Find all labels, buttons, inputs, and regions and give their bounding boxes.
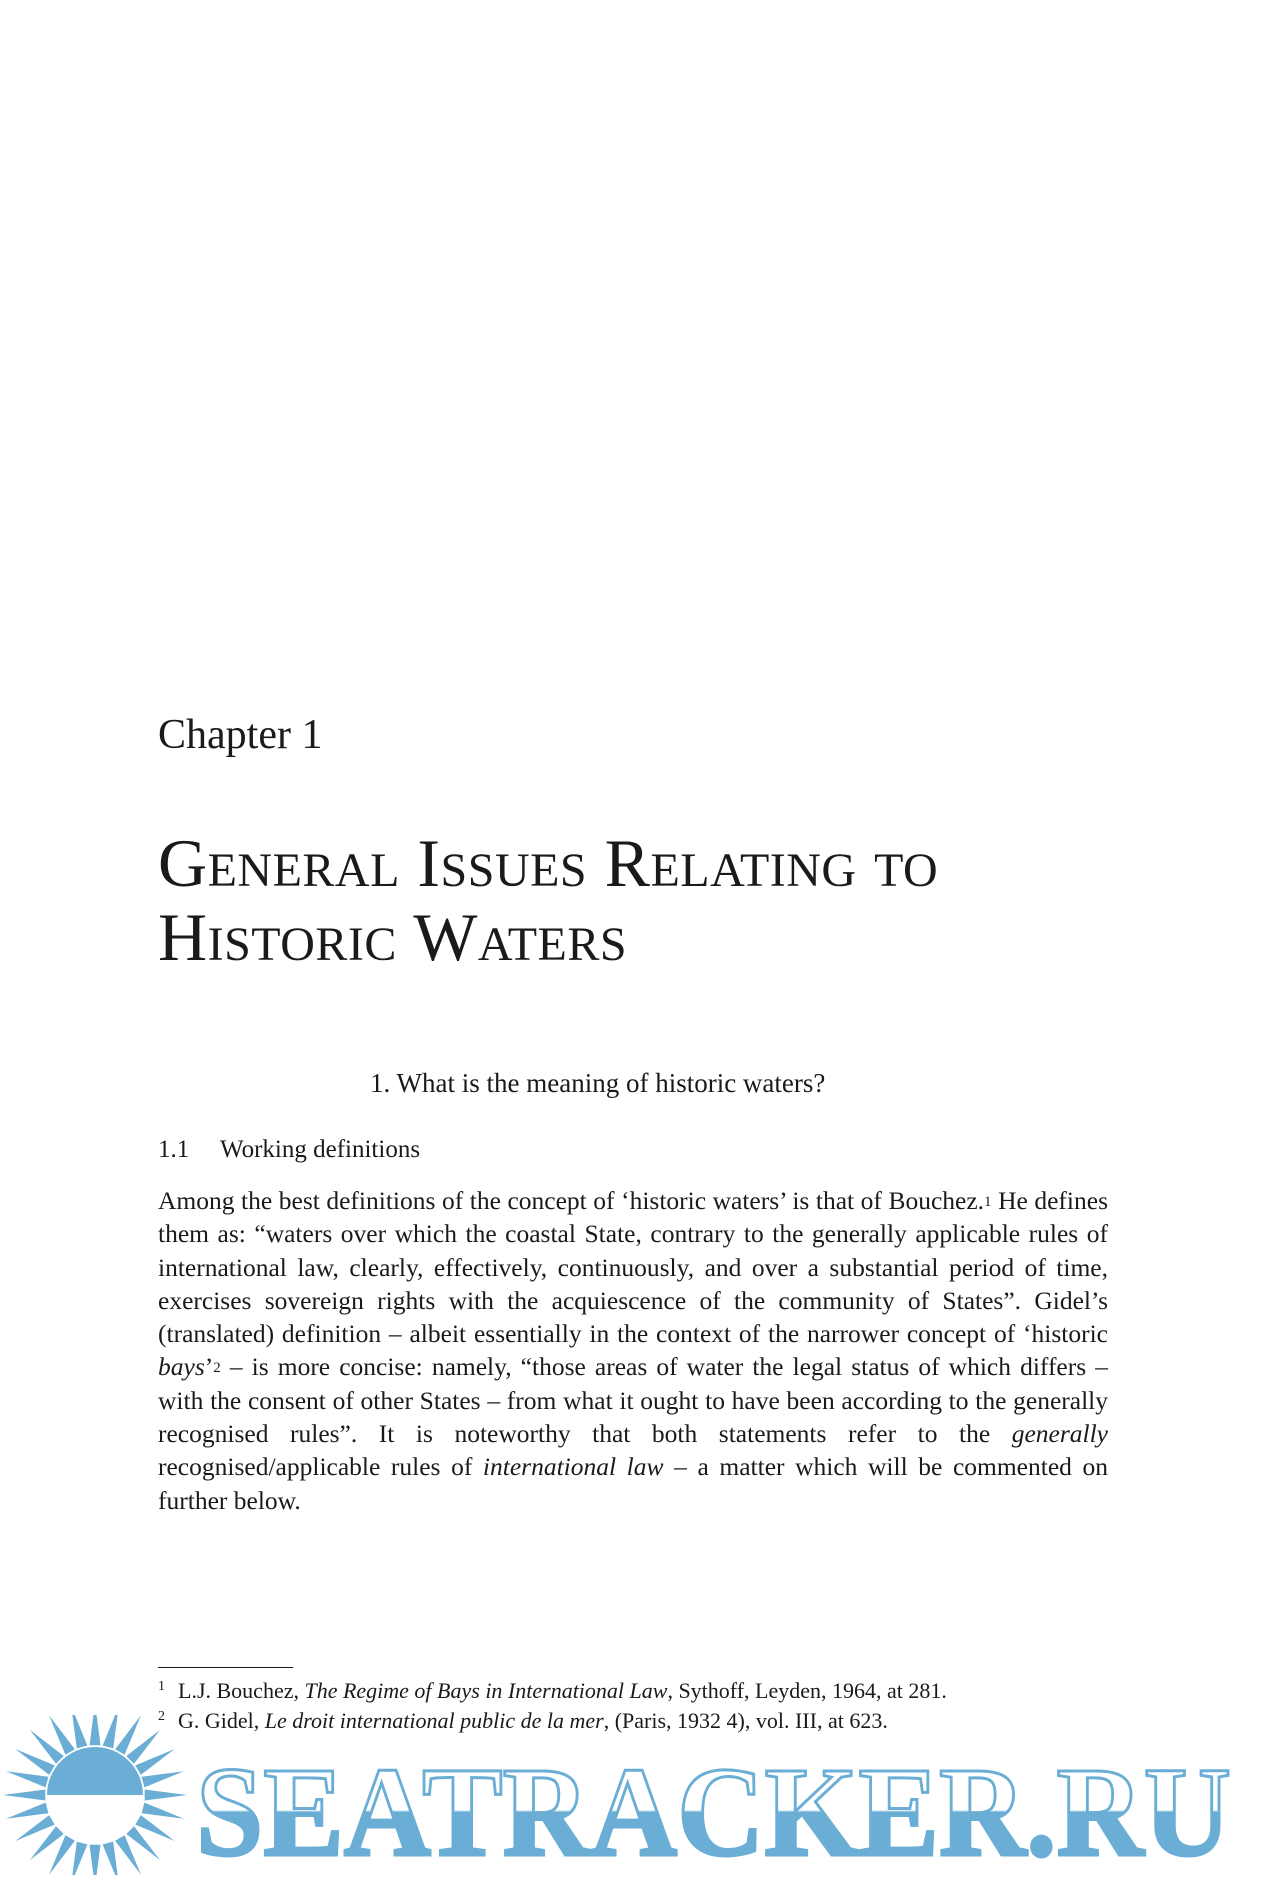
body-paragraph bbox=[158, 1184, 1108, 1517]
footnote-text: L.J. Bouchez, bbox=[178, 1678, 305, 1703]
footnote-text: , (Paris, 1932 4), vol. III, at 623. bbox=[603, 1708, 888, 1733]
footnote-title: The Regime of Bays in International Law bbox=[304, 1678, 668, 1703]
sun-ray bbox=[90, 1845, 101, 1875]
sun-ray bbox=[90, 1715, 101, 1745]
sun-ray bbox=[103, 1715, 119, 1748]
sun-ray bbox=[3, 1790, 45, 1801]
sun-ray bbox=[71, 1842, 87, 1875]
chapter-label: Chapter 1 bbox=[158, 712, 323, 758]
watermark-text: SEATRACKER.RU bbox=[196, 1741, 1231, 1875]
section-heading: 1. What is the meaning of historic waters? bbox=[370, 1068, 826, 1098]
footnote-mark: 1 bbox=[158, 1679, 165, 1694]
sun-ray bbox=[142, 1771, 184, 1787]
sun-ray bbox=[103, 1842, 119, 1875]
footnote-text: G. Gidel, bbox=[178, 1708, 265, 1733]
footnote-text: , Sythoff, Leyden, 1964, at 281. bbox=[667, 1678, 947, 1703]
chapter-title bbox=[158, 826, 938, 974]
footnote-mark: 2 bbox=[158, 1709, 165, 1724]
subsection-title: Working definitions bbox=[220, 1136, 421, 1163]
subsection-number: 1.1 bbox=[158, 1136, 190, 1163]
body-text-run: recognised/applicable rules of bbox=[158, 1452, 483, 1482]
body-italic-run: international law bbox=[482, 1452, 664, 1482]
body-text-run: – a matter which will be commented on further below. bbox=[158, 1452, 1108, 1515]
subsection-heading bbox=[158, 1136, 420, 1164]
sun-ray bbox=[71, 1715, 87, 1748]
body-text-run: He defines them as: “waters over which the coastal State, contrary to the generally applicable rules of international law, clearly, effectively, continuously, and over a substantial period of time, exercises sovereign rights with the acquiescence of the community of States”. Gidel’s (translated) definition – albeit essentially in the context of the narrower concept of ‘historic bbox=[158, 1186, 1108, 1349]
sun-ray bbox=[142, 1803, 184, 1819]
body-italic-run: generally bbox=[1011, 1419, 1108, 1449]
body-text-run: – is more concise: namely, “those areas of water the legal status of which differs – with the consent of other States – from what it ought to have been according to the generally recognised rules”. It is noteworthy that both statements refer to the bbox=[158, 1352, 1108, 1449]
sun-logo-icon bbox=[3, 1715, 187, 1875]
footnote-ref-2[interactable]: 2 bbox=[213, 1360, 221, 1377]
chapter-title-line-1: General Issues Relating to bbox=[158, 825, 939, 901]
sun-ray bbox=[6, 1771, 48, 1787]
footnote-1 bbox=[158, 1680, 947, 1702]
footnote-ref-1[interactable]: 1 bbox=[984, 1194, 992, 1210]
body-text-run: ’ bbox=[204, 1352, 214, 1382]
body-text-run: Among the best definitions of the concept of ‘historic waters’ is that of Bouchez. bbox=[158, 1186, 985, 1215]
body-italic-run: bays bbox=[158, 1352, 205, 1382]
footnote-title: Le droit international public de la mer bbox=[264, 1708, 604, 1733]
footnote-separator bbox=[158, 1667, 293, 1668]
sun-ray bbox=[145, 1790, 187, 1801]
sun-ray bbox=[6, 1803, 48, 1819]
chapter-title-line-2: Historic Waters bbox=[158, 899, 628, 975]
watermark bbox=[0, 1715, 1262, 1875]
